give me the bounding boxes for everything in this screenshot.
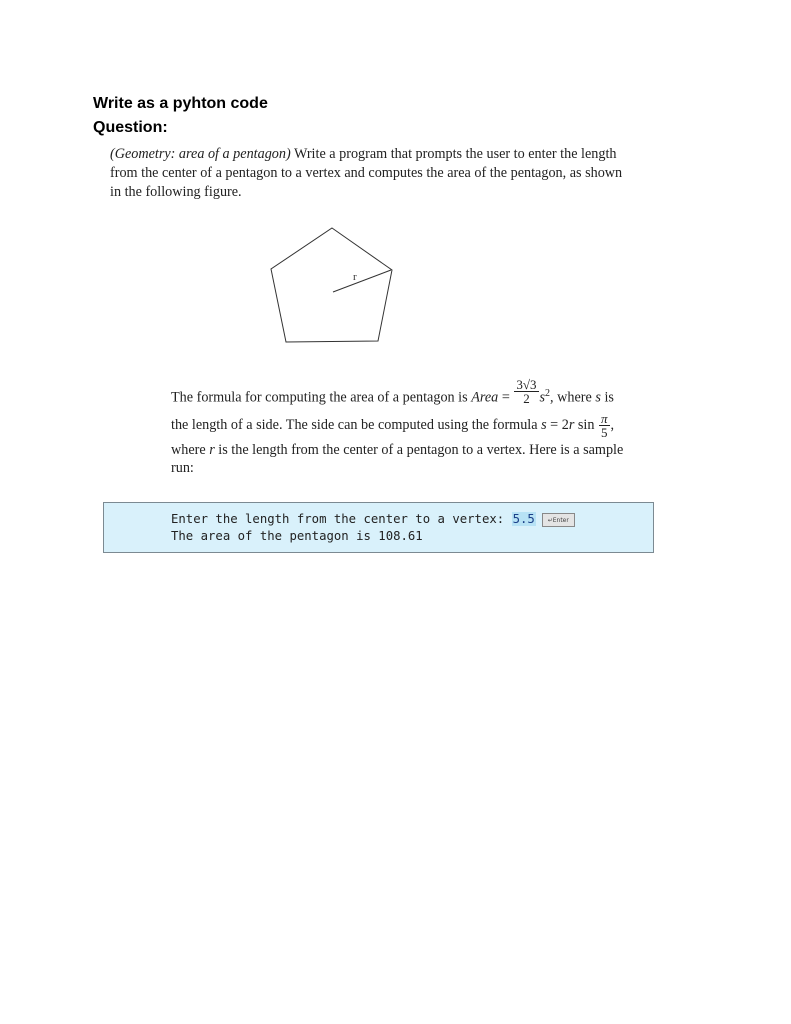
area-fraction [514,378,538,405]
sin-function: sin [574,416,599,433]
area-denominator: 2 [523,390,530,406]
formula-text: , [610,416,615,433]
area-variable: Area [471,389,499,406]
problem-statement [110,145,630,202]
formula-line-3 [171,441,623,460]
user-input-value: 5.5 [512,512,535,526]
equals-sign: = [498,389,514,406]
formula-line-4: run: [171,460,194,476]
pi-fraction [599,412,610,439]
sample-run-box [103,502,654,553]
side-variable: s [541,416,547,433]
problem-text: Write a program that prompts the user to enter the length from the center of a pentagon to a vertex and computes the area of the pentagon, as shown in the following figure. [110,146,623,200]
area-numerator: 3√3 [516,376,537,392]
formula-text: where [171,442,210,458]
pentagon-figure [260,222,400,347]
formula-text: The formula for computing the area of a pentagon is [171,389,472,406]
exponent: 2 [545,388,551,399]
formula-text: , where [550,389,596,406]
radius-line [333,270,391,292]
formula-text: is the length from the center of a pentagon to a vertex. Here is a sample [214,442,624,458]
formula-line-2 [171,412,614,439]
pi-numerator: π [601,411,608,426]
pentagon-shape [271,228,392,342]
formula-line-1 [171,376,614,408]
sample-run-prompt-line [171,512,575,527]
page-title: Write as a pyhton code [93,95,268,112]
side-variable: s [595,389,601,406]
enter-key-icon: ↵Enter [542,513,575,527]
formula-text: = 2 [546,416,569,433]
side-variable: s [539,389,546,406]
problem-topic: (Geometry: area of a pentagon) [110,146,291,162]
prompt-text: Enter the length from the center to a vertex: [171,512,512,526]
formula-text: is [600,389,614,406]
pi-denominator: 5 [601,425,608,440]
radius-variable: r [209,442,215,458]
formula-text: the length of a side. The side can be computed using the formula [171,416,542,433]
radius-variable: r [568,416,575,433]
radius-label: r [353,271,357,283]
sample-run-output-line: The area of the pentagon is 108.61 [171,529,423,543]
question-label: Question: [93,119,168,136]
